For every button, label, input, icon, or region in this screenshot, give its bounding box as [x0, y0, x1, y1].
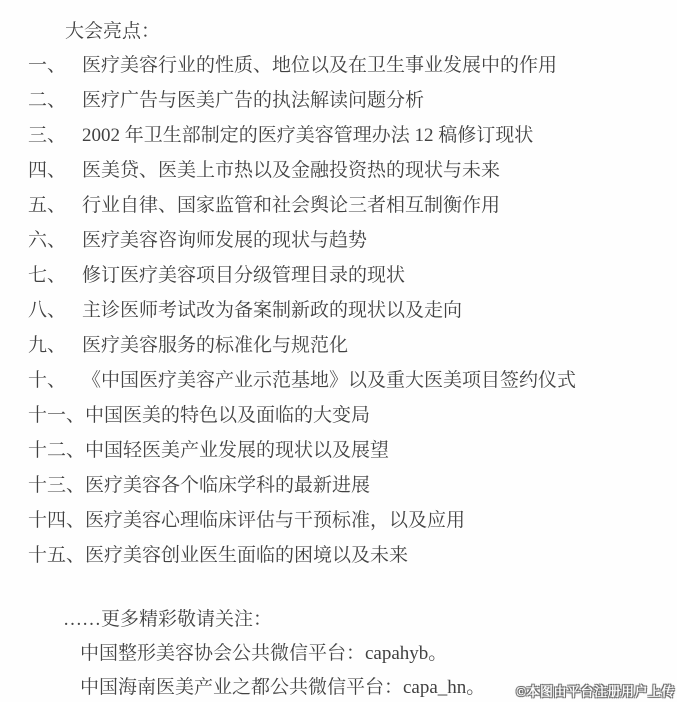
list-item-number: 八、	[28, 300, 67, 321]
list-item-text: 医疗美容心理临床评估与干预标准，以及应用	[85, 510, 466, 531]
list-item-number: 十二、	[28, 440, 86, 461]
list-item	[0, 433, 677, 468]
upload-watermark: ©本图由平台注册用户上传	[516, 684, 675, 699]
list-item-number: 十三、	[28, 475, 86, 496]
document-title: 大会亮点：	[65, 21, 161, 42]
list-item-text: 医疗广告与医美广告的执法解读问题分析	[82, 90, 425, 111]
list-item	[0, 398, 677, 433]
list-item	[0, 223, 677, 258]
list-item	[0, 48, 677, 83]
list-item	[0, 328, 677, 363]
list-item-number: 十、	[28, 370, 67, 391]
list-item-number: 十一、	[28, 405, 86, 426]
footer-wechat-hainan: 中国海南医美产业之都公共微信平台：capa_hn。	[80, 677, 486, 698]
list-item-text: 医疗美容咨询师发展的现状与趋势	[82, 230, 368, 251]
list-item-number: 四、	[28, 160, 67, 181]
list-item-number: 二、	[28, 90, 67, 111]
list-item	[0, 363, 677, 398]
list-item	[0, 503, 677, 538]
list-item-text: 医美贷、医美上市热以及金融投资热的现状与未来	[82, 160, 501, 181]
list-item-text: 医疗美容服务的标准化与规范化	[82, 335, 349, 356]
list-item-number: 三、	[28, 125, 67, 146]
list-item	[0, 153, 677, 188]
list-item	[0, 468, 677, 503]
list-item	[0, 293, 677, 328]
list-item-text: 医疗美容行业的性质、地位以及在卫生事业发展中的作用	[82, 55, 558, 76]
list-item	[0, 538, 677, 573]
list-item-text: 《中国医疗美容产业示范基地》以及重大医美项目签约仪式	[82, 370, 577, 391]
list-item	[0, 118, 677, 153]
list-item-text: 中国轻医美产业发展的现状以及展望	[85, 440, 390, 461]
list-item-number: 九、	[28, 335, 67, 356]
list-item-text: 中国医美的特色以及面临的大变局	[85, 405, 371, 426]
list-item-number: 十四、	[28, 510, 86, 531]
footer-wechat-capa: 中国整形美容协会公共微信平台：capahyb。	[80, 643, 448, 664]
list-item	[0, 258, 677, 293]
list-item-text: 修订医疗美容项目分级管理目录的现状	[82, 265, 406, 286]
list-item-number: 七、	[28, 265, 67, 286]
list-item-text: 主诊医师考试改为备案制新政的现状以及走向	[82, 300, 463, 321]
list-item-text: 行业自律、国家监管和社会舆论三者相互制衡作用	[82, 195, 501, 216]
list-item	[0, 188, 677, 223]
highlight-list	[0, 48, 677, 573]
footer-lead: ……更多精彩敬请关注：	[63, 609, 273, 630]
list-item-number: 十五、	[28, 545, 86, 566]
list-item-text: 医疗美容各个临床学科的最新进展	[85, 475, 371, 496]
list-item-text: 2002 年卫生部制定的医疗美容管理办法 12 稿修订现状	[82, 125, 534, 146]
list-item-text: 医疗美容创业医生面临的困境以及未来	[85, 545, 409, 566]
list-item	[0, 83, 677, 118]
list-item-number: 六、	[28, 230, 67, 251]
list-item-number: 一、	[28, 55, 67, 76]
list-item-number: 五、	[28, 195, 67, 216]
